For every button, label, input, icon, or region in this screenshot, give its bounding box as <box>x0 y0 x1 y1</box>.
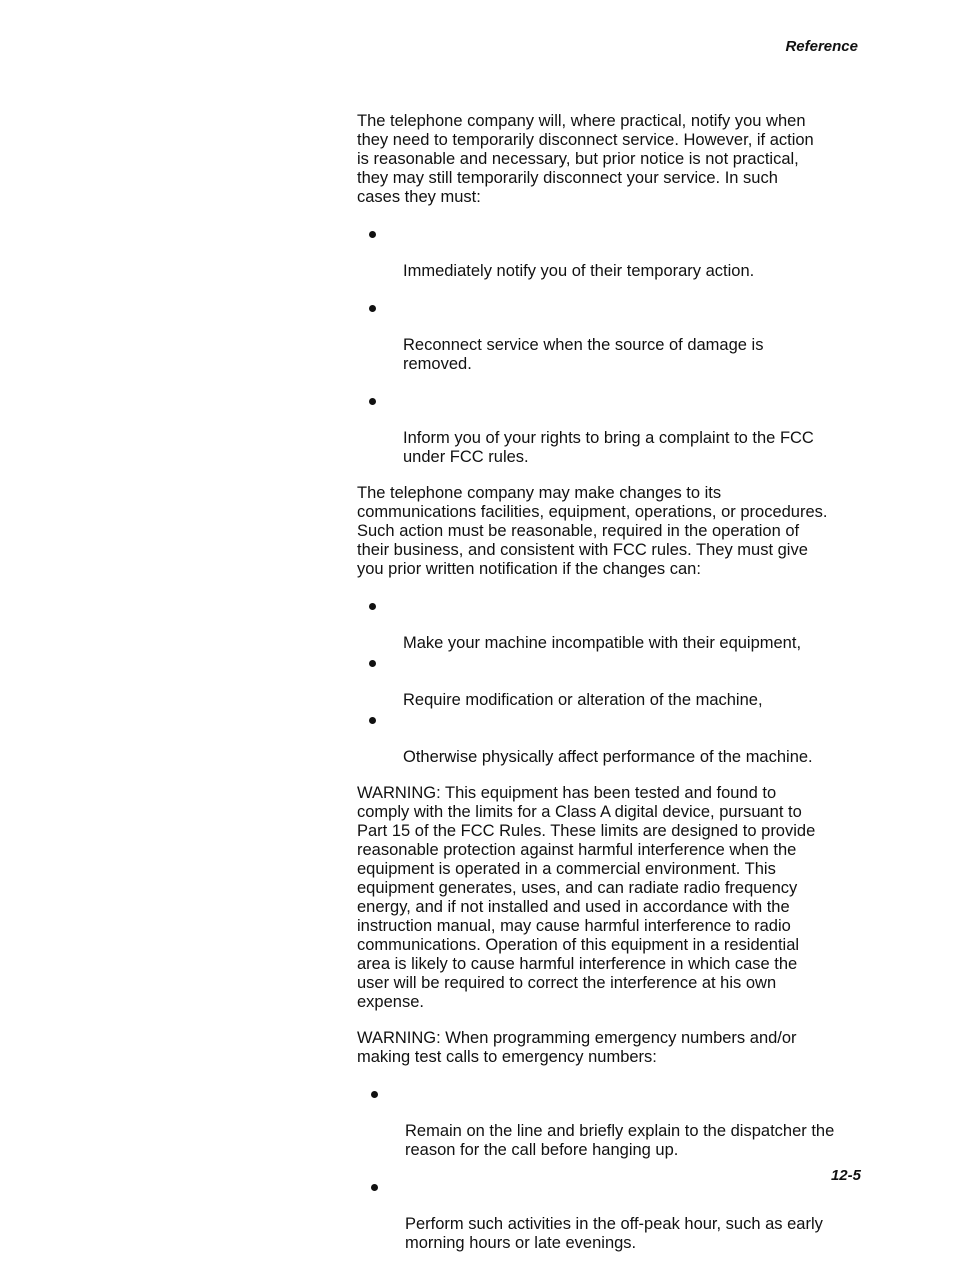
bullet-icon <box>369 398 376 405</box>
page-number: 12-5 <box>830 1167 861 1184</box>
page-header-title: Reference <box>785 38 858 55</box>
paragraph-emergency-warning: WARNING: When programming emergency numbers and/or making test calls to emergency numbers: <box>357 1029 797 1066</box>
paragraph-class-a-warning: WARNING: This equipment has been tested and found to comply with the limits for a Class A digital device, pursuant to Part 15 of the FCC Rules. These limits are designed to provide reasonable protection against harmful interference when the equipment is operated in a commercial environment. This equipment generates, uses, and can radiate radio frequency energy, and if not installed and used in accordance with the instruction manual, may cause harmful interference to radio communications. Operation of this equipment in a residential area is likely to cause harmful interference in which case the user will be required to correct the interference at his own expense. <box>357 784 816 1011</box>
list-item-text: Reconnect service when the source of damage is removed. <box>403 336 764 373</box>
bullet-icon <box>369 717 376 724</box>
paragraph-disconnect-notice: The telephone company will, where practical, notify you when they need to temporarily disconnect service. However, if action is reasonable and necessary, but prior notice is not practical, they may still temporarily disconnect your service. In such cases they must: <box>357 112 814 206</box>
bullet-icon <box>369 603 376 610</box>
list-item-text: Remain on the line and briefly explain to the dispatcher the reason for the call before hanging up. <box>405 1122 835 1159</box>
list-item <box>357 391 877 467</box>
list-item <box>357 298 877 374</box>
list-item-text: Perform such activities in the off-peak hour, such as early morning hours or late evenings. <box>405 1215 823 1252</box>
bullet-icon <box>369 305 376 312</box>
list-item <box>359 1177 877 1253</box>
list-item <box>357 596 877 653</box>
list-item-text: Inform you of your rights to bring a complaint to the FCC under FCC rules. <box>403 429 814 466</box>
list-item <box>359 1084 877 1160</box>
bullet-icon <box>369 231 376 238</box>
list-item <box>357 710 877 767</box>
list-item <box>357 653 877 710</box>
list-item <box>357 224 877 281</box>
list-item-text: Require modification or alteration of the machine, <box>403 691 763 709</box>
bullet-list-change-effects <box>357 596 877 767</box>
bullet-icon <box>369 660 376 667</box>
list-item-text: Otherwise physically affect performance of the machine. <box>403 748 813 766</box>
paragraph-facility-changes: The telephone company may make changes to its communications facilities, equipment, operations, or procedures. Such action must be reasonable, required in the operation of their business, and consistent with FCC rules. They must give you prior written notification if the changes can: <box>357 484 828 578</box>
list-item-text: Immediately notify you of their temporary action. <box>403 262 755 280</box>
list-item-text: Make your machine incompatible with their equipment, <box>403 634 802 652</box>
bullet-icon <box>371 1184 378 1191</box>
document-body <box>357 112 877 1270</box>
bullet-list-emergency-guidance <box>359 1084 877 1253</box>
bullet-icon <box>371 1091 378 1098</box>
bullet-list-temporary-actions <box>357 224 877 467</box>
